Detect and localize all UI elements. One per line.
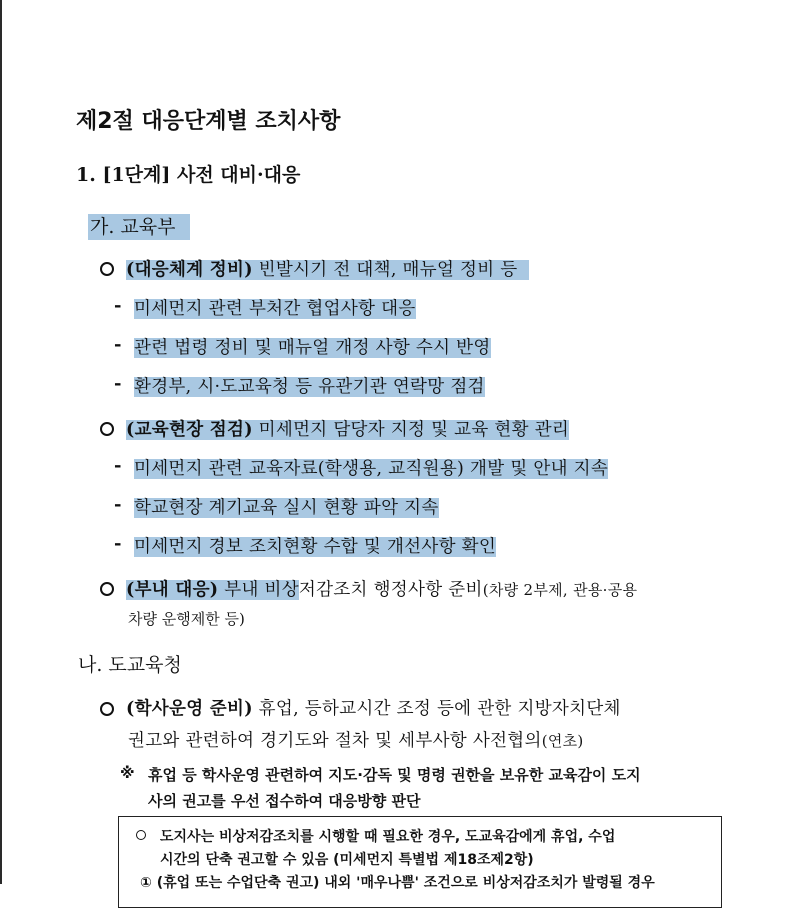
group-3-text: 저감조치 행정사항 준비	[298, 580, 483, 600]
group-2-item-3: 미세먼지 경보 조치현황 수합 및 개선사항 확인	[134, 537, 497, 557]
circle-bullet-icon	[136, 830, 146, 840]
group-1-item-2: 관련 법령 정비 및 매뉴얼 개정 사항 수시 반영	[134, 338, 491, 358]
section-title: 제2절 대응단계별 조치사항	[76, 109, 341, 134]
circle-bullet-icon	[100, 262, 114, 276]
group-2-heading	[126, 416, 569, 441]
na-text-2-paren: (연초)	[541, 732, 584, 750]
stage-title	[76, 160, 300, 187]
note-line-1: 휴업 등 학사운영 관련하여 지도·감독 및 명령 권한을 보유한 교육감이 도지	[148, 766, 641, 784]
na-head: (학사운영 준비)	[126, 699, 253, 719]
group-2-item-2: 학교현장 계기교육 실시 현황 파악 지속	[134, 498, 439, 518]
note-line-2: 사의 권고를 우선 접수하여 대응방향 판단	[148, 792, 421, 810]
group-3-heading	[126, 576, 637, 601]
dash-bullet-icon: -	[114, 334, 122, 355]
na-line2	[128, 727, 584, 752]
stage-number: 1. [1단계] 사전 대비·대응	[76, 164, 301, 186]
group-3-paren: (차량 2부제, 관용·공용	[482, 581, 638, 599]
circle-bullet-icon	[100, 582, 114, 596]
group-1-head: (대응체계 정비)	[126, 260, 253, 280]
note-mark-icon: ※	[120, 764, 135, 782]
circle-bullet-icon	[100, 702, 114, 716]
box-line-1: 도지사는 비상저감조치를 시행할 때 필요한 경우, 도교육감에게 휴업, 수업	[160, 829, 616, 845]
group-1-heading	[126, 256, 529, 281]
subsection-na-title: 나. 도교육청	[78, 654, 182, 676]
na-text-2: 권고와 관련하여 경기도와 절차 및 세부사항 사전협의	[128, 731, 542, 751]
group-2-item-1: 미세먼지 관련 교육자료(학생용, 교직원용) 개발 및 안내 지속	[134, 459, 609, 479]
page-edge	[0, 0, 2, 884]
box-line-2: 시간의 단축 권고할 수 있음 (미세먼지 특별법 제18조제2항)	[160, 852, 534, 868]
circle-bullet-icon	[100, 422, 114, 436]
dash-bullet-icon: -	[114, 373, 122, 394]
subsection-ga-title	[88, 212, 190, 239]
subsection-ga-label: 가. 교육부	[88, 214, 190, 240]
box-line-3: ① (휴업 또는 수업단축 권고) 내외 '매우나쁨' 조건으로 비상저감조치가 발령될 경우	[140, 875, 655, 891]
group-1-text: 빈발시기 전 대책, 매뉴얼 정비 등	[252, 260, 518, 280]
group-3-text-hl: 부내 비상	[218, 580, 299, 600]
group-1-item-1: 미세먼지 관련 부처간 협업사항 대응	[134, 299, 416, 319]
group-2-text: 미세먼지 담당자 지정 및 교육 현황 관리	[252, 420, 570, 440]
na-heading	[126, 695, 621, 720]
dash-bullet-icon: -	[114, 494, 122, 515]
na-text-1: 휴업, 등하교시간 조정 등에 관한 지방자치단체	[252, 699, 621, 719]
group-3-head: (부내 대응)	[126, 580, 219, 600]
group-2-head: (교육현장 점검)	[126, 420, 253, 440]
dash-bullet-icon: -	[114, 455, 122, 476]
group-3-line2: 차량 운행제한 등)	[128, 610, 245, 628]
dash-bullet-icon: -	[114, 533, 122, 554]
group-1-item-3: 환경부, 시·도교육청 등 유관기관 연락망 점검	[134, 377, 485, 397]
dash-bullet-icon: -	[114, 295, 122, 316]
